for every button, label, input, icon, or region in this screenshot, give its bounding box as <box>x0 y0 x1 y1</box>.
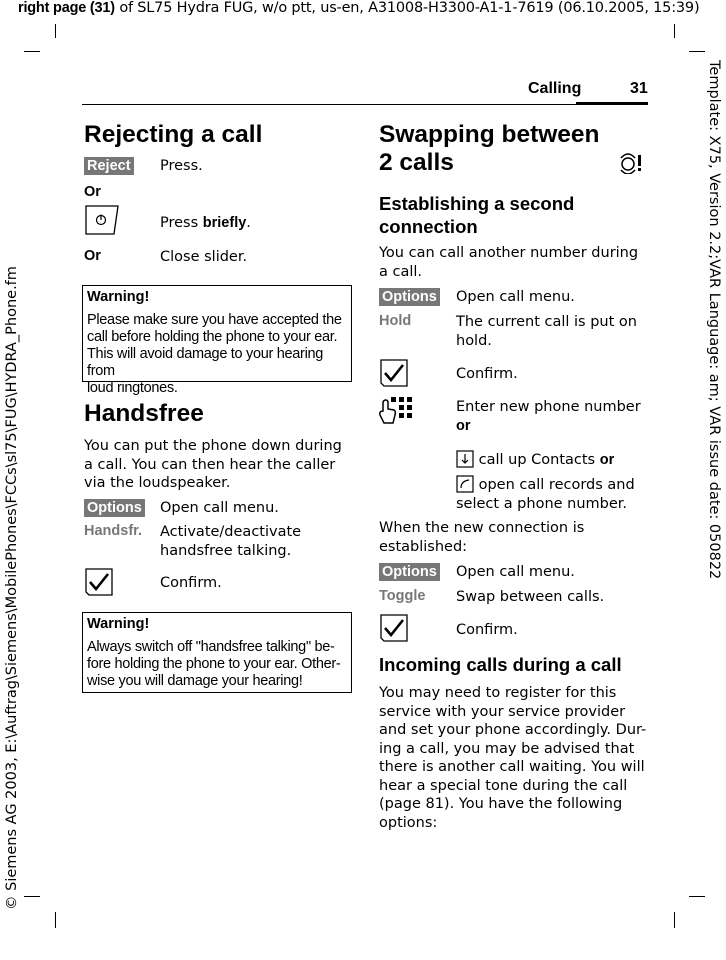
header-rule <box>82 104 648 105</box>
print-header-rest: of SL75 Hydra FUG, w/o ptt, us-en, A31008-H3300-A1-1-7619 (06.10.2005, 15:39) <box>114 0 700 16</box>
keypad-icon <box>379 395 413 427</box>
confirm-key-icon <box>379 358 409 388</box>
options-text: Open call menu. <box>456 564 575 580</box>
warning-line: fore holding the phone to your ear. Other- <box>87 656 341 672</box>
crop-mark <box>55 912 56 928</box>
warning-title: Warning! <box>87 289 150 305</box>
second-connection-heading: Establishing a second connection <box>379 193 575 237</box>
or-label: Or <box>84 184 101 200</box>
end-key-icon <box>84 204 120 236</box>
enter-number-text: Enter new phone number or <box>456 399 641 434</box>
warning-box-handsfree <box>82 612 352 693</box>
options-softkey: Options <box>84 497 145 517</box>
warning-line: Always switch off "handsfree talking" be- <box>87 639 335 655</box>
close-slider-text: Close slider. <box>160 249 248 265</box>
rejecting-heading: Rejecting a call <box>84 121 263 148</box>
warning-line: call before holding the phone to your ear. <box>87 329 338 345</box>
confirm-text: Confirm. <box>160 575 222 591</box>
handsfr-label: Handsfr. <box>84 523 143 539</box>
warning-line: This will avoid damage to your hearing from <box>87 346 324 379</box>
print-header-bold: right page (31) <box>18 0 115 16</box>
call-records-icon <box>456 475 474 493</box>
options-softkey: Options <box>379 286 440 306</box>
confirm-key-icon <box>379 613 409 643</box>
options-softkey: Options <box>379 561 440 581</box>
records-line: open call records and select a phone number. <box>456 477 635 512</box>
incoming-heading: Incoming calls during a call <box>379 654 622 675</box>
warning-line: Please make sure you have accepted the <box>87 312 342 328</box>
established-text: When the new connection is established: <box>379 520 585 555</box>
reject-softkey: Reject <box>84 155 134 175</box>
press-briefly-text: Press briefly. <box>160 215 251 231</box>
header-page-rule <box>576 102 648 104</box>
toggle-label: Toggle <box>379 588 426 604</box>
contacts-icon <box>456 450 474 468</box>
page-number: 31 <box>630 80 648 97</box>
confirm-key-icon <box>84 567 114 597</box>
network-service-icon <box>618 152 644 174</box>
handsfree-heading: Handsfree <box>84 400 204 427</box>
warning-line: loud ringtones. <box>87 380 178 396</box>
or-label-2: Or <box>84 248 101 264</box>
crop-mark <box>24 51 40 52</box>
confirm-text: Confirm. <box>456 366 518 382</box>
running-header-title: Calling <box>528 80 582 97</box>
swapping-heading: Swapping between 2 calls <box>379 121 600 176</box>
hold-label: Hold <box>379 313 412 329</box>
crop-mark <box>24 896 40 897</box>
options-text: Open call menu. <box>160 500 279 516</box>
crop-mark <box>55 24 56 38</box>
right-margin-template: Template: X75, Version 2.2;VAR Language: am; VAR issue date: 050822 <box>706 60 722 580</box>
crop-mark <box>674 24 675 38</box>
incoming-text: You may need to register for this service with your service provider and set your phone accordingly. Dur- ing a call, you may be advised that there is another call waiting. You will hear a special tone during the call (page 81). You have the following options: <box>379 685 647 831</box>
crop-mark <box>674 912 675 928</box>
confirm-text: Confirm. <box>456 622 518 638</box>
warning-title: Warning! <box>87 616 150 632</box>
handsfr-text: Activate/deactivate handsfree talking. <box>160 524 302 559</box>
crop-mark <box>689 51 705 52</box>
reject-text: Press. <box>160 158 203 174</box>
contacts-line: call up Contacts or <box>456 450 614 470</box>
hold-text: The current call is put on hold. <box>456 314 637 349</box>
warning-line: wise you will damage your hearing! <box>87 673 303 689</box>
left-margin-copyright: © Siemens AG 2003, E:\Auftrag\Siemens\MobilePhones\FCCs\sl75\FUG\HYDRA_Phone.fm <box>4 266 20 910</box>
warning-box-ringtones <box>82 285 352 396</box>
handsfree-intro: You can put the phone down during a call. You can then hear the caller via the loudspeaker. <box>84 438 342 491</box>
toggle-text: Swap between calls. <box>456 589 605 605</box>
print-header-line <box>18 0 699 16</box>
crop-mark <box>689 896 705 897</box>
second-intro: You can call another number during a call. <box>379 245 639 280</box>
options-text: Open call menu. <box>456 289 575 305</box>
